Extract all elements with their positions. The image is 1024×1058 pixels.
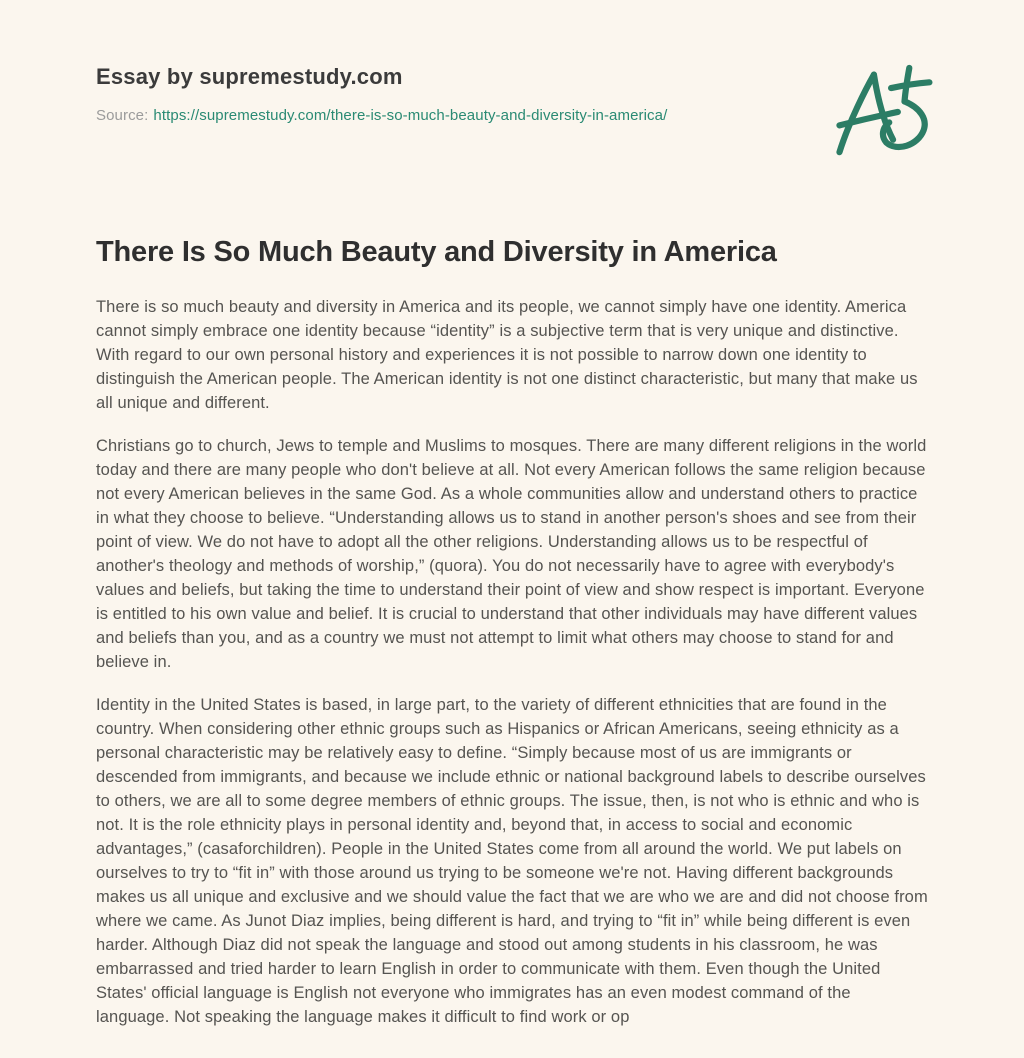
- byline: Essay by supremestudy.com: [96, 64, 403, 89]
- a-plus-logo-icon: [828, 60, 938, 162]
- source-link[interactable]: https://supremestudy.com/there-is-so-much-beauty-and-diversity-in-america/: [153, 107, 668, 124]
- essay-paragraph-3: Identity in the United States is based, in large part, to the variety of different ethnicities that are found in the country. When considering other ethnic groups such as Hispanics or African Americans, seeing ethnicity as a personal characteristic may be relatively easy to define. “Simply because most of us are immigrants or descended from immigrants, and because we include ethnic or national background labels to describe ourselves to others, we are all to some degree members of ethnic groups. The issue, then, is not who is ethnic and who is not. It is the role ethnicity plays in personal identity and, beyond that, in access to social and economic advantages,” (casaforchildren). People in the United States come from all around the world. We put labels on ourselves to try to “fit in” with those around us trying to be someone we're not. Having different backgrounds makes us all unique and exclusive and we should value the fact that we are who we are and did not choose from where we came. As Junot Diaz implies, being different is hard, and trying to “fit in” while being different is even harder. Although Diaz did not speak the language and stood out among students in his classroom, he was embarrassed and tried harder to learn English in order to communicate with them. Even though the United States' official language is English not everyone who immigrates has an even modest command of the language. Not speaking the language makes it difficult to find work or op: [96, 696, 928, 1026]
- page-header: [96, 64, 928, 124]
- essay-paragraph-1: There is so much beauty and diversity in America and its people, we cannot simply have one identity. America cannot simply embrace one identity because “identity” is a subjective term that is very unique and distinctive. With regard to our own personal history and experiences it is not possible to narrow down one identity to distinguish the American people. The American identity is not one distinct characteristic, but many that make us all unique and different.: [96, 298, 918, 412]
- essay-title: There Is So Much Beauty and Diversity in America: [96, 236, 777, 268]
- source-label: Source:: [96, 107, 149, 124]
- essay-paragraph-2: Christians go to church, Jews to temple and Muslims to mosques. There are many different religions in the world today and there are many people who don't believe at all. Not every American follows the same religion because not every American believes in the same God. As a whole communities allow and understand others to practice in what they choose to believe. “Understanding allows us to stand in another person's shoes and see from their point of view. We do not have to adopt all the other religions. Understanding allows us to be respectful of another's theology and methods of worship,” (quora). You do not necessarily have to agree with everybody's values and beliefs, but taking the time to understand their point of view and show respect is important. Everyone is entitled to his own value and belief. It is crucial to understand that other individuals may have different values and beliefs than you, and as a country we must not attempt to limit what others may choose to stand for and believe in.: [96, 437, 927, 671]
- essay-content: [96, 236, 928, 1029]
- source-row: [96, 107, 928, 124]
